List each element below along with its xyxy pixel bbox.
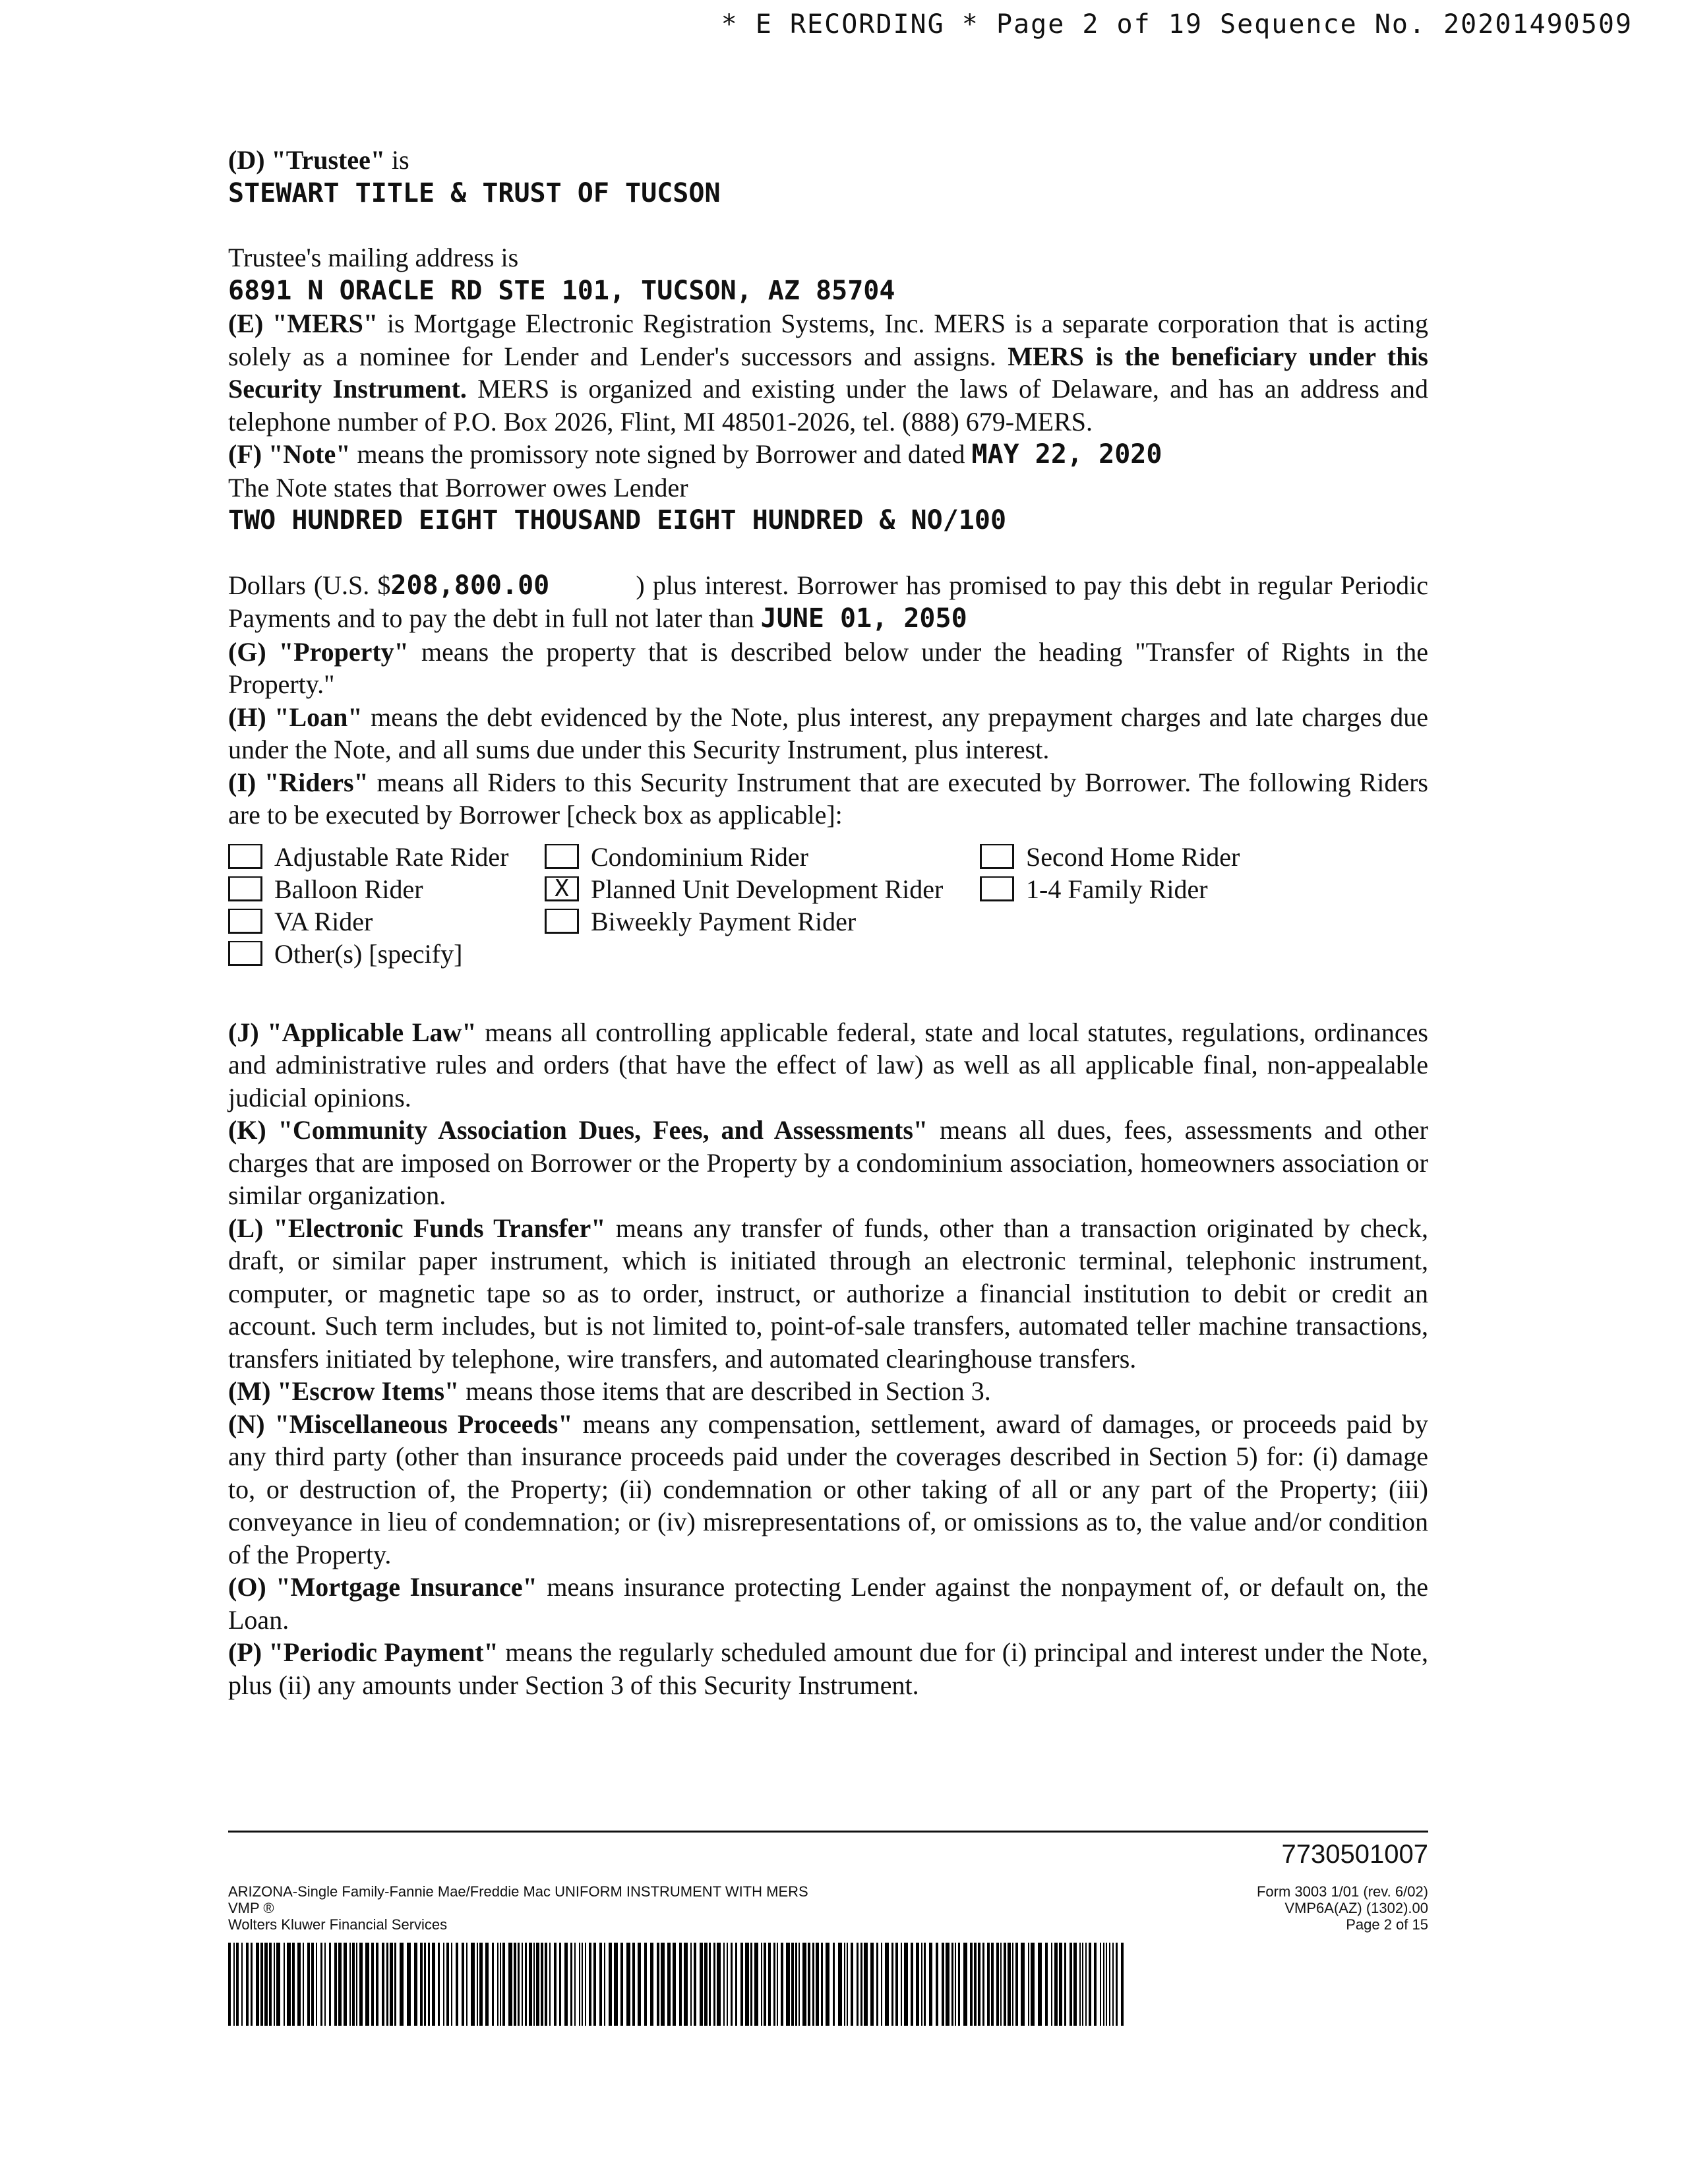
section-i-label: (I) "Riders": [228, 767, 369, 797]
section-g: [228, 636, 1428, 701]
section-f-text2: ) plus interest. Borrower has promised to pay this debt in regular Periodic Payments and to pay the debt in full not later than: [228, 570, 1428, 633]
section-p: [228, 1636, 1428, 1701]
trustee-mailing-address: [228, 274, 1428, 308]
section-m: [228, 1375, 1428, 1408]
footer-form-number: [1257, 1883, 1428, 1933]
rider-biweekly-payment[interactable]: [545, 905, 980, 938]
rider-condominium[interactable]: [545, 841, 980, 873]
section-n-label: (N) "Miscellaneous Proceeds": [228, 1409, 573, 1439]
vmp-mark: VMP ®: [228, 1900, 274, 1916]
checkbox-checked[interactable]: X: [545, 876, 579, 901]
rider-label: 1-4 Family Rider: [1026, 874, 1208, 904]
rider-second-home[interactable]: [980, 841, 1402, 873]
section-i-text: means all Riders to this Security Instrument that are executed by Borrower. The following Riders are to be executed by Borrower [check box as applicable]:: [228, 767, 1428, 830]
checkbox[interactable]: [228, 876, 262, 901]
footer-divider: [228, 1831, 1428, 1833]
section-o: [228, 1571, 1428, 1636]
maturity-date: JUNE 01, 2050: [760, 603, 967, 634]
section-l: [228, 1212, 1428, 1376]
section-h: [228, 701, 1428, 766]
section-d-label: (D) "Trustee": [228, 145, 386, 175]
section-g-label: (G) "Property": [228, 636, 409, 667]
section-d-suffix: is: [385, 145, 409, 175]
dollars-line: [228, 569, 1428, 636]
page-number: Page 2 of 15: [1346, 1916, 1428, 1933]
checkbox[interactable]: [980, 876, 1014, 901]
section-m-text: means those items that are described in Section 3.: [459, 1376, 991, 1406]
section-g-text: means the property that is described below under the heading "Transfer of Rights in the Property.": [228, 636, 1428, 699]
section-h-text: means the debt evidenced by the Note, plus interest, any prepayment charges and late charges due under the Note, and all sums due under this Security Instrument, plus interest.: [228, 702, 1429, 764]
section-p-text: means the regularly scheduled amount due for (i) principal and interest under the Note, plus (ii) any amounts under Section 3 of this Security Instrument.: [228, 1637, 1428, 1700]
section-i: [228, 766, 1428, 832]
section-l-text: means any transfer of funds, other than a transaction originated by check, draft, or similar paper instrument, which is initiated through an electronic terminal, telephonic instrument, computer, or magnetic tape so as to order, instruct, or authorize a financial institution to debit or credit an account. Such term includes, but is not limited to, point-of-sale transfers, automated teller machine transactions, transfers initiated by telephone, wire transfers, and automated clearinghouse transfers.: [228, 1213, 1428, 1374]
rider-1-4-family[interactable]: [980, 873, 1402, 905]
checkbox[interactable]: [545, 909, 579, 934]
checkbox[interactable]: [545, 844, 579, 869]
section-k-text: means all dues, fees, assessments and other charges that are imposed on Borrower or the Property by a condominium association, homeowners association or similar organization.: [228, 1115, 1428, 1210]
trustee-address-value: 6891 N ORACLE RD STE 101, TUCSON, AZ 85704: [228, 275, 895, 306]
section-e-label: (E) "MERS": [228, 309, 378, 338]
section-d: [228, 144, 1428, 177]
section-n-text: means any compensation, settlement, award of damages, or proceeds paid by any third party (other than insurance proceeds paid under the coverages described in Section 5) for: (i) damage to, or destruction of, the Property; (ii) condemnation or other taking of all or any part of the Property; (iii) conveyance in lieu of condemnation; or (iv) misrepresentations of, or omissions as to, the value and/or condition of the Property.: [228, 1409, 1428, 1569]
section-n: [228, 1408, 1428, 1571]
section-j-label: (J) "Applicable Law": [228, 1017, 477, 1047]
section-f-text: means the promissory note signed by Borrower and dated: [350, 439, 972, 469]
rider-va[interactable]: [228, 905, 545, 938]
section-l-label: (L) "Electronic Funds Transfer": [228, 1213, 606, 1243]
spacer: [228, 537, 1428, 569]
rider-others[interactable]: [228, 938, 545, 970]
section-o-text: means insurance protecting Lender against the nonpayment of, or default on, the Loan.: [228, 1572, 1429, 1635]
amount-words: TWO HUNDRED EIGHT THOUSAND EIGHT HUNDRED & NO/100: [228, 505, 1007, 535]
section-p-label: (P) "Periodic Payment": [228, 1637, 498, 1667]
section-k: [228, 1114, 1428, 1212]
note-owes-line: The Note states that Borrower owes Lender: [228, 472, 688, 502]
rider-label: Other(s) [specify]: [274, 938, 463, 969]
section-j-text: means all controlling applicable federal, state and local statutes, regulations, ordinances and administrative rules and orders (that have the effect of law) as well as all applicable final, non-appealable judicial opinions.: [228, 1017, 1429, 1112]
trustee-mailing-intro: Trustee's mailing address is: [228, 243, 519, 272]
section-f: [228, 438, 1428, 471]
note-date: MAY 22, 2020: [971, 439, 1162, 470]
rider-spacer: [980, 905, 1402, 938]
rider-label: VA Rider: [274, 906, 373, 936]
rider-balloon[interactable]: [228, 873, 545, 905]
riders-checklist: [228, 841, 1428, 970]
section-e: [228, 307, 1428, 438]
amount-words-line: [228, 504, 1428, 537]
section-h-label: (H) "Loan": [228, 702, 363, 732]
section-e-bold: MERS is the beneficiary under this Security Instrument.: [228, 341, 1428, 404]
section-k-label: (K) "Community Association Dues, Fees, and Assessments": [228, 1115, 928, 1145]
rider-label: Biweekly Payment Rider: [591, 906, 857, 936]
loan-amount: 208,800.00: [390, 570, 550, 601]
barcode-icon: [228, 1943, 1125, 2026]
loan-number: 7730501007: [1281, 1840, 1428, 1869]
checkbox[interactable]: [228, 909, 262, 934]
rider-label: Adjustable Rate Rider: [274, 841, 509, 872]
dollars-prefix: Dollars (U.S. $: [228, 570, 391, 600]
section-f-label: (F) "Note": [228, 439, 351, 469]
footer-form-info: [228, 1883, 808, 1933]
form-number: Form 3003 1/01 (rev. 6/02): [1256, 1883, 1428, 1900]
checkbox[interactable]: [228, 941, 262, 966]
section-j: [228, 1016, 1428, 1114]
section-e-text1: is Mortgage Electronic Registration Systems, Inc. MERS is a separate corporation that is acting solely as a nominee for Lender and Lender's successors and assigns.: [228, 309, 1428, 371]
trustee-name-value: STEWART TITLE & TRUST OF TUCSON: [228, 177, 721, 208]
rider-label: Planned Unit Development Rider: [591, 874, 944, 904]
section-m-label: (M) "Escrow Items": [228, 1376, 460, 1406]
trustee-name: [228, 177, 1428, 210]
section-e-text2: MERS is organized and existing under the laws of Delaware, and has an address and telephone number of P.O. Box 2026, Flint, MI 48501-2026, tel. (888) 679-MERS.: [228, 374, 1429, 437]
form-title: ARIZONA-Single Family-Fannie Mae/Freddie Mac UNIFORM INSTRUMENT WITH MERS: [228, 1883, 808, 1900]
rider-label: Second Home Rider: [1026, 841, 1240, 872]
publisher: Wolters Kluwer Financial Services: [228, 1916, 448, 1933]
checkbox[interactable]: [228, 844, 262, 869]
form-code: VMP6A(AZ) (1302).00: [1284, 1900, 1428, 1916]
rider-adjustable-rate[interactable]: [228, 841, 545, 873]
checkbox[interactable]: [980, 844, 1014, 869]
spacer: [228, 210, 1428, 241]
rider-label: Balloon Rider: [274, 874, 423, 904]
rider-planned-unit-development[interactable]: [545, 873, 980, 905]
section-o-label: (O) "Mortgage Insurance": [228, 1572, 537, 1602]
document-body: [228, 144, 1428, 1701]
recording-header: * E RECORDING * Page 2 of 19 Sequence No. 20201490509: [721, 9, 1633, 40]
rider-label: Condominium Rider: [591, 841, 808, 872]
